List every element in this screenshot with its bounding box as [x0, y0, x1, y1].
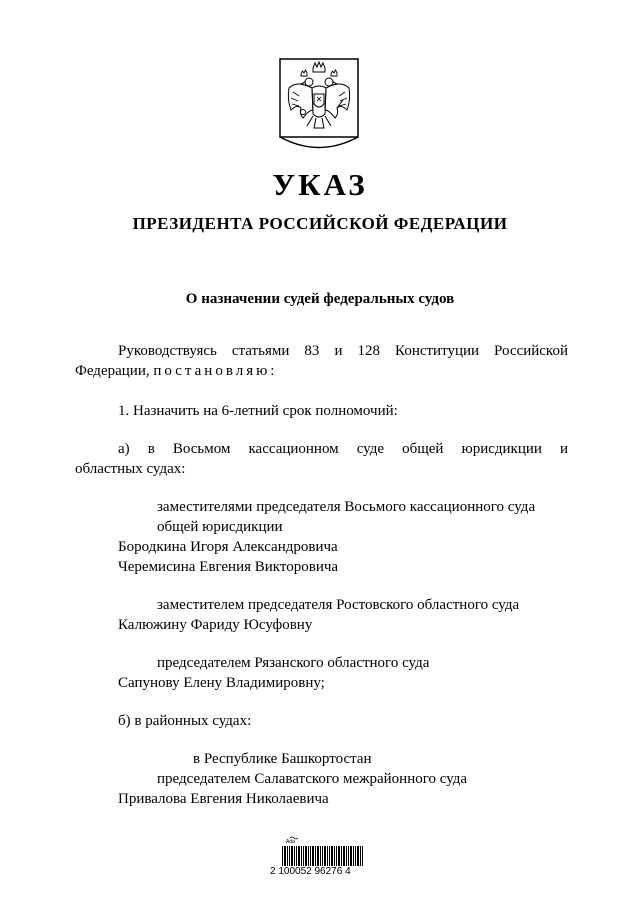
- position-1-line-1: заместителями председателя Восьмого кассационного суда: [157, 499, 536, 515]
- appointee-3: Калюжину Фариду Юсуфовну: [118, 617, 313, 633]
- item-a-line-2: областных судах:: [75, 461, 186, 477]
- preamble-resolve: постановляю:: [153, 363, 278, 379]
- decree-title: УКАЗ: [272, 167, 368, 202]
- position-1-line-2: общей юрисдикции: [157, 519, 283, 535]
- preamble-federation: Федерации,: [75, 363, 150, 379]
- appointee-5: Привалова Евгения Николаевича: [118, 791, 329, 807]
- barcode-number: 2 100052 96276 4: [270, 866, 351, 877]
- preamble-line-2: [75, 361, 277, 381]
- appointee-4: Сапунову Елену Владимировну;: [118, 675, 325, 691]
- appointee-2: Черемисина Евгения Викторовича: [118, 559, 339, 575]
- coat-of-arms-icon: [279, 58, 359, 154]
- item-1: 1. Назначить на 6-летний срок полномочий:: [118, 403, 398, 419]
- item-b: б) в районных судах:: [118, 713, 252, 729]
- position-4: председателем Салаватского межрайонного суда: [157, 771, 468, 787]
- position-3: председателем Рязанского областного суда: [157, 655, 430, 671]
- item-a-line-1: а) в Восьмом кассационном суде общей юрисдикции и: [118, 441, 568, 457]
- appointee-1: Бородкина Игоря Александровича: [118, 539, 338, 555]
- svg-text:Ada: Ada: [286, 839, 295, 845]
- decree-subtitle: ПРЕЗИДЕНТА РОССИЙСКОЙ ФЕДЕРАЦИИ: [132, 214, 508, 233]
- decree-subject: О назначении судей федеральных судов: [185, 291, 455, 307]
- preamble-line-1: Руководствуясь статьями 83 и 128 Конституции Российской: [118, 343, 568, 359]
- position-2: заместителем председателя Ростовского областного суда: [157, 597, 520, 613]
- region: в Республике Башкортостан: [193, 751, 372, 767]
